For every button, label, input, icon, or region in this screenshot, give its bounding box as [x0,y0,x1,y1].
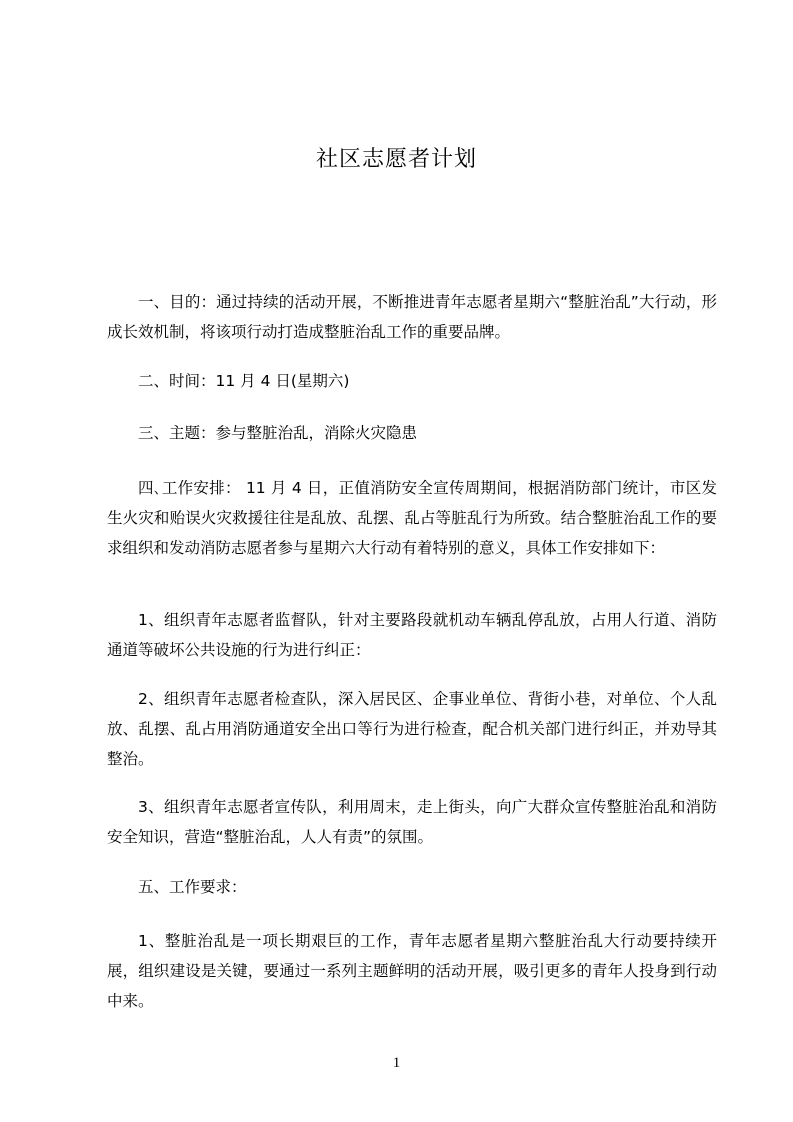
section-arrangement: 四､工作安排： 11 月 4 日，正值消防安全宣传周期间，根据消防部门统计，市区发生火灾和贻误火灾救援往往是乱放、乱摆、乱占等脏乱行为所致。结合整脏治乱工作的要求组织和发动消防志愿者参与星期六大行动有着特别的意义，具体工作安排如下： [107,479,717,557]
arrangement-item-1: 1、组织青年志愿者监督队，针对主要路段就机动车辆乱停乱放，占用人行道、消防通道等破坏公共设施的行为进行纠正： [107,611,717,659]
page-title: 社区志愿者计划 [315,147,477,172]
arrangement-item-3: 3、组织青年志愿者宣传队，利用周末，走上街头，向广大群众宣传整脏治乱和消防安全知识，营造“整脏治乱，人人有责”的氛围。 [107,798,717,846]
section-time: 二、时间：11 月 4 日(星期六) [138,372,350,390]
section-purpose: 一、目的：通过持续的活动开展，不断推进青年志愿者星期六“整脏治乱”大行动，形成长效机制，将该项行动打造成整脏治乱工作的重要品牌。 [107,293,717,341]
section-requirements: 五、工作要求： [138,878,247,896]
section-theme: 三、主题：参与整脏治乱，消除火灾隐患 [138,424,418,442]
arrangement-item-2: 2、组织青年志愿者检查队，深入居民区、企事业单位、背街小巷，对单位、个人乱放、乱摆、乱占用消防通道安全出口等行为进行检查，配合机关部门进行纠正，并劝导其整治。 [107,690,717,768]
page-number: 1 [392,1055,401,1071]
requirement-item-1: 1、整脏治乱是一项长期艰巨的工作，青年志愿者星期六整脏治乱大行动要持续开展，组织建设是关键，要通过一系列主题鲜明的活动开展，吸引更多的青年人投身到行动中来。 [107,932,717,1010]
